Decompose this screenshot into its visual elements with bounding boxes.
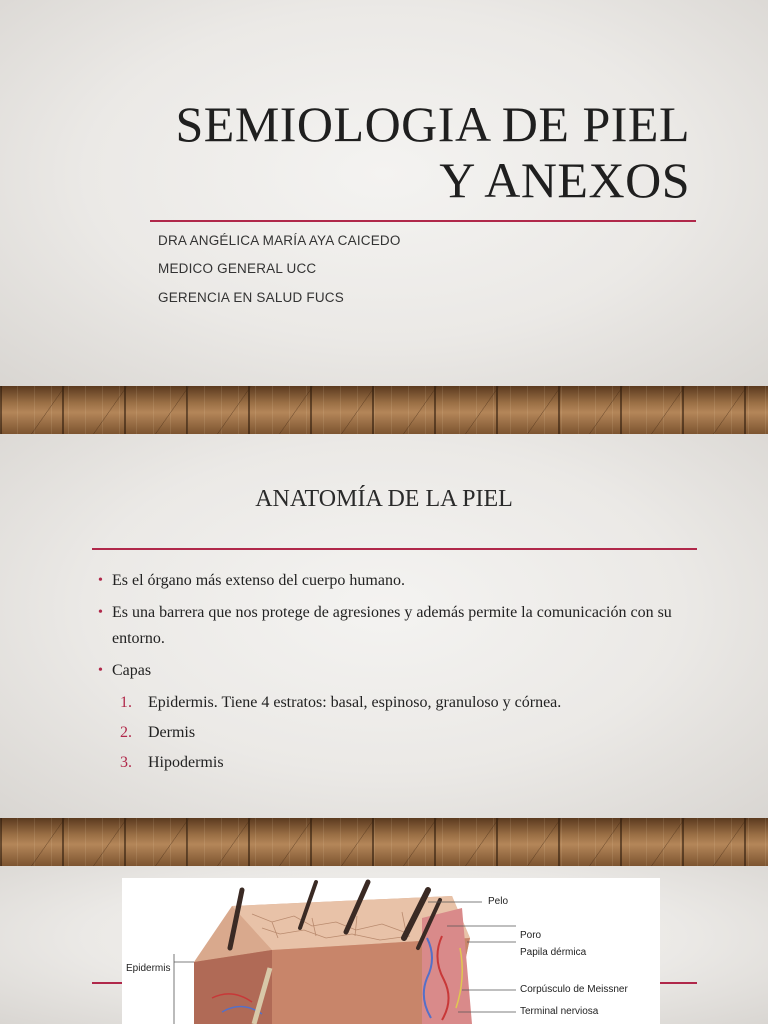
bullet-item: • Es una barrera que nos protege de agresiones y además permite la comunicación con su entorno. bbox=[98, 600, 698, 652]
numbered-item: 2. Dermis bbox=[98, 720, 698, 746]
numbered-item: 3. Hipodermis bbox=[98, 750, 698, 776]
slide-title bbox=[150, 96, 690, 208]
numbered-item: 1. Epidermis. Tiene 4 estratos: basal, espinoso, granuloso y córnea. bbox=[98, 690, 698, 716]
anatomy-bullets bbox=[98, 568, 698, 776]
label-poro: Poro bbox=[520, 930, 542, 941]
item-number: 3. bbox=[120, 754, 132, 771]
wood-floor-divider bbox=[0, 818, 768, 866]
title-line-2: Y ANEXOS bbox=[439, 152, 690, 208]
skin-diagram-figure bbox=[122, 878, 660, 1024]
title-divider bbox=[150, 220, 696, 222]
item-number: 1. bbox=[120, 694, 132, 711]
label-pelo: Pelo bbox=[488, 896, 509, 907]
subtitle-position: MEDICO GENERAL UCC bbox=[158, 261, 317, 276]
wood-floor-divider bbox=[0, 386, 768, 434]
label-epidermis: Epidermis bbox=[126, 963, 171, 974]
subtitle-author: DRA ANGÉLICA MARÍA AYA CAICEDO bbox=[158, 233, 401, 248]
bullet-dot: • bbox=[98, 663, 103, 678]
title-line-1: SEMIOLOGIA DE PIEL bbox=[175, 96, 690, 152]
bullet-dot: • bbox=[98, 573, 103, 588]
bullet-dot: • bbox=[98, 605, 103, 620]
anatomy-slide bbox=[0, 434, 768, 818]
label-papila-dermica: Papila dérmica bbox=[520, 947, 587, 958]
title-slide bbox=[0, 0, 768, 386]
subtitle-degree: GERENCIA EN SALUD FUCS bbox=[158, 290, 344, 305]
anatomy-divider bbox=[92, 548, 697, 550]
label-terminal-nerviosa: Terminal nerviosa bbox=[520, 1006, 599, 1017]
label-corpusculo-meissner: Corpúsculo de Meissner bbox=[520, 984, 628, 995]
bullet-item: • Es el órgano más extenso del cuerpo humano. bbox=[98, 568, 698, 594]
bullet-item: • Capas bbox=[98, 658, 698, 684]
anatomy-title: ANATOMÍA DE LA PIEL bbox=[255, 486, 513, 512]
item-number: 2. bbox=[120, 724, 132, 741]
